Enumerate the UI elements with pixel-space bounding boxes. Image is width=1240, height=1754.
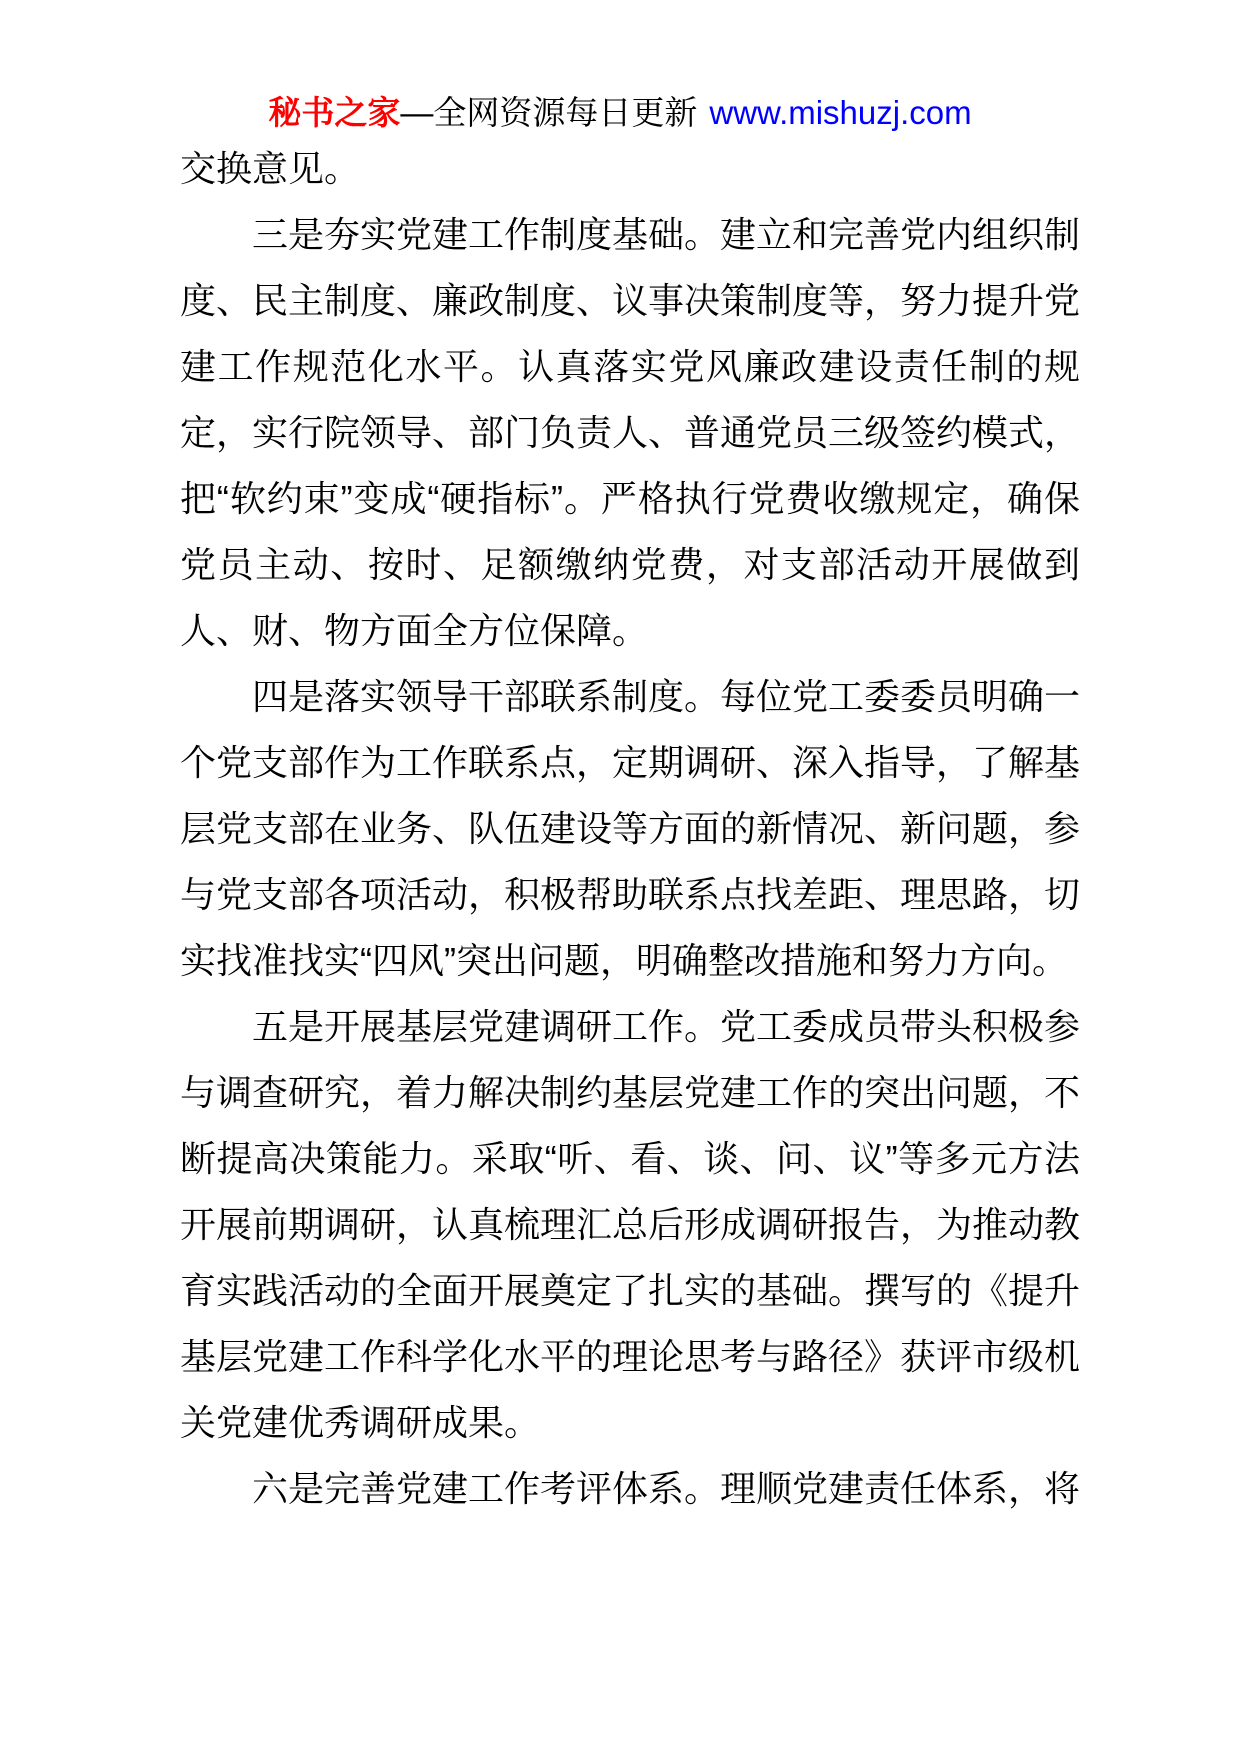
document-body bbox=[180, 136, 1080, 1522]
paragraph: 交换意见。 bbox=[180, 148, 361, 189]
header-url-link[interactable]: www.mishuzj.com bbox=[709, 94, 972, 131]
paragraph: 四是落实领导干部联系制度。每位党工委委员明确一个党支部作为工作联系点，定期调研、深入指导，了解基层党支部在业务、队伍建设等方面的新情况、新问题，参与党支部各项活动，积极帮助联系点找差距、理思路，切实找准找实“四风”突出问题，明确整改措施和努力方向。 bbox=[180, 676, 1081, 981]
paragraph: 六是完善党建工作考评体系。理顺党建责任体系，将 bbox=[252, 1468, 1081, 1509]
header-tagline: 全网资源每日更新 bbox=[433, 94, 698, 131]
site-brand: 秘书之家 bbox=[268, 94, 401, 131]
paragraph: 五是开展基层党建调研工作。党工委成员带头积极参与调查研究，着力解决制约基层党建工作的突出问题，不断提高决策能力。采取“听、看、谈、问、议”等多元方法开展前期调研，认真梳理汇总后形成调研报告，为推动教育实践活动的全面开展奠定了扎实的基础。撰写的《提升基层党建工作科学化水平的理论思考与路径》获评市级机关党建优秀调研成果。 bbox=[180, 1006, 1081, 1443]
page-header bbox=[0, 0, 1240, 136]
header-dash: — bbox=[400, 94, 434, 131]
paragraph: 三是夯实党建工作制度基础。建立和完善党内组织制度、民主制度、廉政制度、议事决策制度等，努力提升党建工作规范化水平。认真落实党风廉政建设责任制的规定，实行院领导、部门负责人、普通党员三级签约模式，把“软约束”变成“硬指标”。严格执行党费收缴规定，确保党员主动、按时、足额缴纳党费，对支部活动开展做到人、财、物方面全方位保障。 bbox=[180, 214, 1081, 651]
